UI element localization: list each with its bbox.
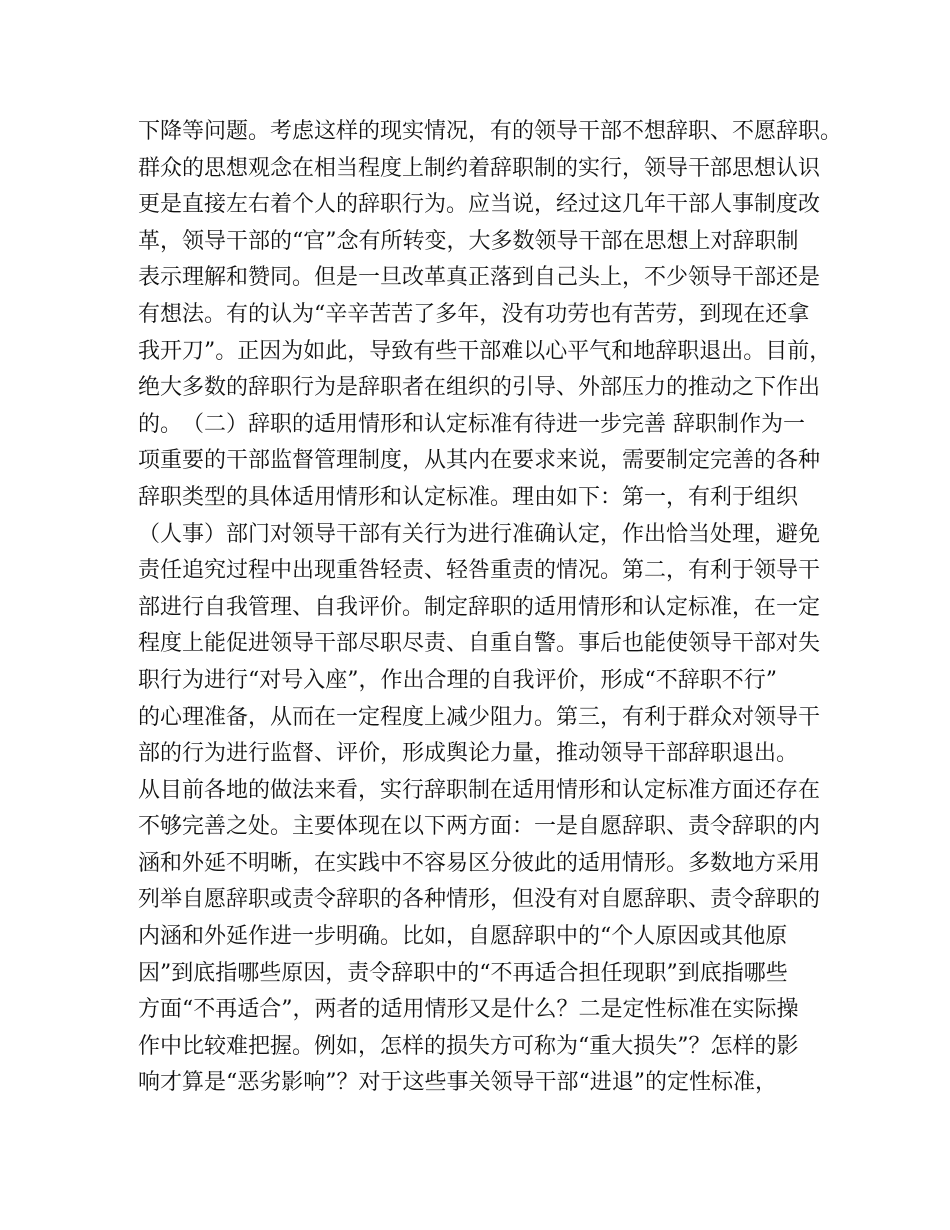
text-line: 革，领导干部的“官”念有所转变，大多数领导干部在思想上对辞职制 (138, 228, 799, 254)
text-line: 从目前各地的做法来看，实行辞职制在适用情形和认定标准方面还存在 (138, 777, 821, 803)
text-line: 表示理解和赞同。但是一旦改革真正落到自己头上，不少领导干部还是 (138, 265, 821, 291)
document-body (138, 114, 843, 1102)
text-line: 职行为进行“对号入座”，作出合理的自我评价，形成“不辞职不行” (138, 667, 777, 693)
text-line: 因”到底指哪些原因，责令辞职中的“不再适合担任现职”到底指哪些 (138, 960, 788, 986)
text-line: 绝大多数的辞职行为是辞职者在组织的引导、外部压力的推动之下作出 (138, 375, 821, 401)
text-line: 响才算是“恶劣影响”？对于这些事关领导干部“进退”的定性标准， (138, 1070, 777, 1096)
text-line: 作中比较难把握。例如，怎样的损失方可称为“重大损失”？怎样的影 (138, 1033, 799, 1059)
text-line: 的。 （二）辞职的适用情形和认定标准有待进一步完善 辞职制作为一 (138, 411, 805, 437)
text-line: 方面“不再适合”，两者的适用情形又是什么？二是定性标准在实际操 (138, 997, 799, 1023)
text-line: 我开刀”。正因为如此，导致有些干部难以心平气和地辞职退出。目前， (138, 338, 832, 364)
text-line: （人事）部门对领导干部有关行为进行准确认定，作出恰当处理，避免 (138, 521, 821, 547)
text-line: 部的行为进行监督、评价，形成舆论力量，推动领导干部辞职退出。 (138, 741, 799, 767)
text-line: 项重要的干部监督管理制度，从其内在要求来说，需要制定完善的各种 (138, 448, 821, 474)
text-line: 责任追究过程中出现重咎轻责、轻咎重责的情况。第二，有利于领导干 (138, 558, 821, 584)
text-line: 不够完善之处。主要体现在以下两方面：一是自愿辞职、责令辞职的内 (138, 814, 821, 840)
text-line: 涵和外延不明晰，在实践中不容易区分彼此的适用情形。多数地方采用 (138, 850, 821, 876)
text-line: 更是直接左右着个人的辞职行为。应当说，经过这几年干部人事制度改 (138, 192, 821, 218)
text-line: 列举自愿辞职或责令辞职的各种情形，但没有对自愿辞职、责令辞职的 (138, 887, 821, 913)
text-line: 辞职类型的具体适用情形和认定标准。理由如下：第一，有利于组织 (138, 484, 799, 510)
text-line: 群众的思想观念在相当程度上制约着辞职制的实行，领导干部思想认识 (138, 155, 821, 181)
text-line: 的心理准备，从而在一定程度上减少阻力。第三，有利于群众对领导干 (138, 704, 821, 730)
text-line: 程度上能促进领导干部尽职尽责、自重自警。事后也能使领导干部对失 (138, 631, 821, 657)
text-line: 内涵和外延作进一步明确。比如，自愿辞职中的“个人原因或其他原 (138, 924, 788, 950)
text-line: 下降等问题。考虑这样的现实情况，有的领导干部不想辞职、不愿辞职。 (138, 119, 843, 144)
text-line: 部进行自我管理、自我评价。制定辞职的适用情形和认定标准，在一定 (138, 594, 821, 620)
text-line: 有想法。有的认为“辛辛苦苦了多年，没有功劳也有苦劳，到现在还拿 (138, 301, 810, 327)
